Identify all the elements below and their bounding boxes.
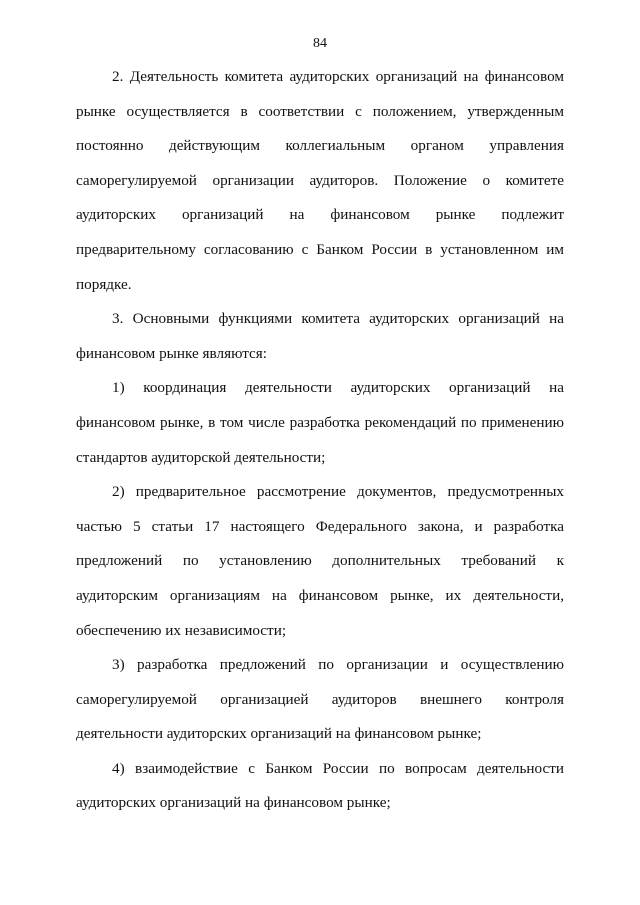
- text-line: предложений по установлению дополнительных требований к: [76, 552, 564, 570]
- text-line: 2) предварительное рассмотрение документов, предусмотренных: [112, 483, 564, 501]
- text-line: порядке.: [76, 275, 132, 293]
- text-line: частью 5 статьи 17 настоящего Федерального закона, и разработка: [76, 517, 564, 535]
- text-line: обеспечению их независимости;: [76, 621, 287, 639]
- text-line: саморегулируемой организации аудиторов. Положение о комитете: [76, 171, 564, 189]
- text-line: стандартов аудиторской деятельности;: [76, 448, 326, 466]
- text-line: предварительному согласованию с Банком России в установленном им: [76, 240, 564, 258]
- text-line: рынке осуществляется в соответствии с положением, утвержденным: [76, 102, 564, 120]
- text-line: аудиторских организаций на финансовом рынке;: [76, 794, 391, 812]
- list-item-1: [76, 371, 564, 475]
- paragraph-committee-regulation: [76, 60, 564, 302]
- text-line: финансовом рынке являются:: [76, 344, 267, 362]
- list-item-3: [76, 648, 564, 752]
- text-line: 1) координация деятельности аудиторских организаций на: [112, 379, 564, 397]
- paragraph-committee-functions: [76, 302, 564, 371]
- list-item-4: [76, 752, 564, 821]
- text-line: 3. Основными функциями комитета аудиторских организаций на: [112, 310, 564, 328]
- text-line: 3) разработка предложений по организации и осуществлению: [112, 656, 564, 674]
- text-line: саморегулируемой организацией аудиторов внешнего контроля: [76, 690, 564, 708]
- list-item-2: [76, 475, 564, 648]
- text-line: деятельности аудиторских организаций на финансовом рынке;: [76, 725, 482, 743]
- text-line: финансовом рынке, в том числе разработка рекомендаций по применению: [76, 413, 564, 431]
- text-line: аудиторским организациям на финансовом рынке, их деятельности,: [76, 586, 564, 604]
- text-line: 2. Деятельность комитета аудиторских организаций на финансовом: [112, 68, 564, 85]
- document-body: [76, 60, 564, 821]
- page-number: 84: [313, 36, 327, 51]
- text-line: постоянно действующим коллегиальным органом управления: [76, 137, 564, 155]
- text-line: аудиторских организаций на финансовом рынке подлежит: [76, 206, 564, 224]
- text-line: 4) взаимодействие с Банком России по вопросам деятельности: [112, 759, 564, 777]
